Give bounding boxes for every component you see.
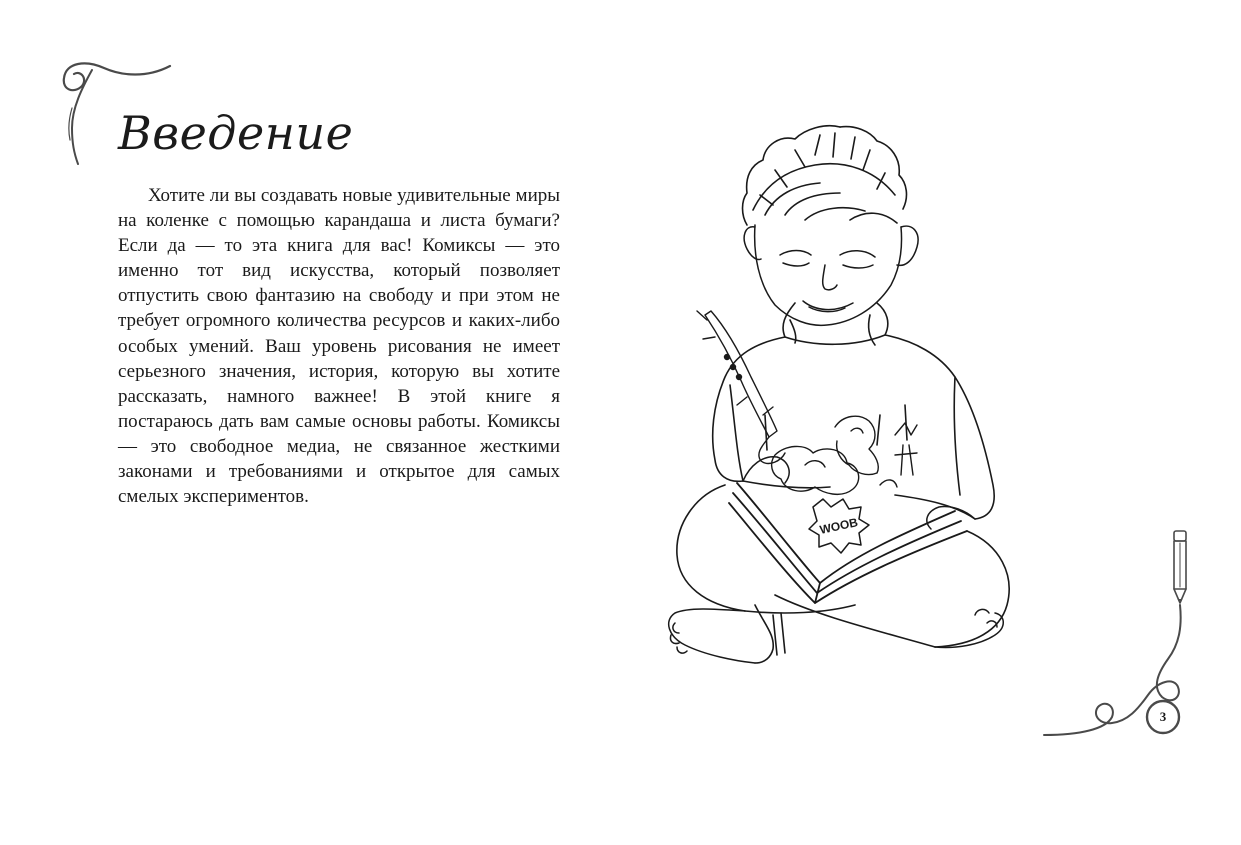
page-title: Введение: [118, 106, 354, 160]
page-number: 3: [1159, 709, 1167, 724]
pop-up-comic-elements: [697, 311, 917, 494]
face-drawing: [744, 225, 918, 325]
comic-sound-effect-badge: [809, 499, 869, 553]
boy-reading-book-illustration: [655, 115, 1010, 665]
feet-drawing: [669, 609, 1004, 663]
intro-paragraph: Хотите ли вы создавать новые удивительные миры на коленке с помощью карандаша и листа бумаги? Если да — то эта книга для вас! Комиксы — это именно тот вид искусства, который позволяет отпустить свою фантазию на свободу и при этом не требует огромного количества ресурсов и каких-либо особых умений. Ваш уровень рисования не имеет серьезного значения, история, которую вы хотите рассказать, намного важнее! В этой книге я постараюсь дать вам самые основы работы. Комиксы — это свободное медиа, не связанное жесткими законами и требованиями и открытое для самых смелых экспериментов.: [118, 185, 560, 508]
comic-sound-effect-text: WOOB: [818, 515, 860, 537]
hair-drawing: [743, 126, 907, 225]
pencil-icon: [1174, 531, 1186, 603]
